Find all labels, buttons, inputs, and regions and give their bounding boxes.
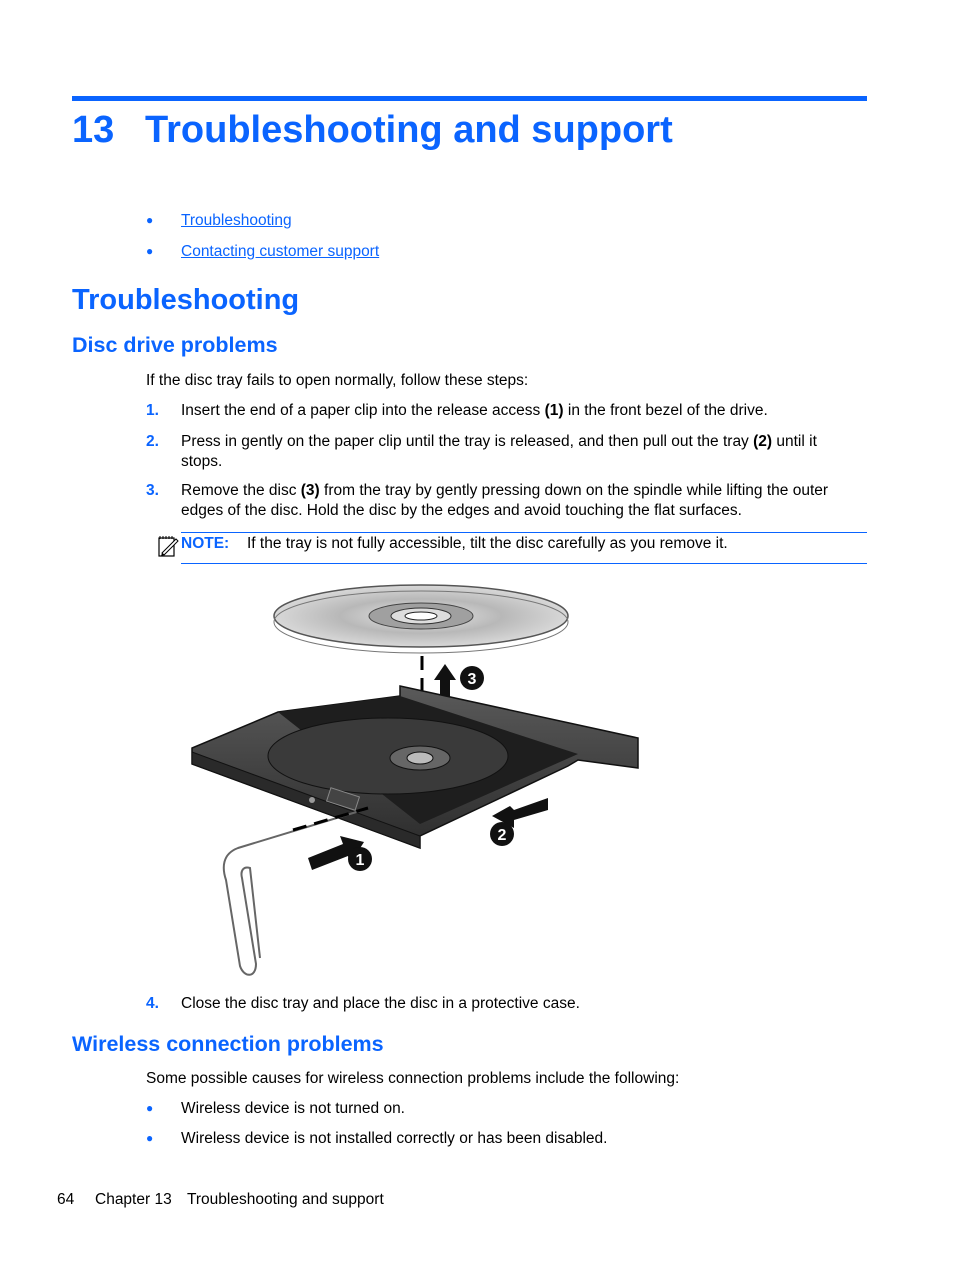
wireless-intro-text: Some possible causes for wireless connection problems include the following: [146, 1070, 680, 1087]
disc-intro-text: If the disc tray fails to open normally, follow these steps: [146, 372, 529, 389]
svg-text:3: 3 [467, 671, 477, 688]
chapter-rule [72, 96, 867, 101]
step-item [146, 432, 856, 472]
page-footer [57, 1191, 384, 1209]
footer-title: Troubleshooting and support [187, 1191, 384, 1208]
disc-tray-graphic [192, 686, 638, 848]
section-heading-troubleshooting: Troubleshooting [72, 284, 300, 316]
push-arrow-icon [308, 836, 372, 871]
pull-arrow-icon [490, 798, 548, 846]
note-label: NOTE: [181, 535, 230, 552]
bullet-icon: ● [146, 1131, 154, 1145]
step-item [146, 481, 856, 521]
bullet-icon: ● [146, 213, 154, 227]
paper-clip-graphic [224, 808, 368, 975]
toc-link-customer-support[interactable]: Contacting customer support [181, 243, 380, 260]
step-number: 2. [146, 433, 159, 450]
step-text: Press in gently on the paper clip until the tray is released, and then pull out the tray (2) until it stops. [181, 433, 817, 470]
toc-link-troubleshooting[interactable]: Troubleshooting [181, 212, 292, 229]
step-text: Remove the disc (3) from the tray by gently pressing down on the spindle while lifting the outer edges of the disc. Hold the disc by the edges and avoid touching the flat surfaces. [181, 482, 829, 519]
step-number: 4. [146, 995, 159, 1012]
subsection-heading-disc-drive: Disc drive problems [72, 333, 278, 357]
note-text: If the tray is not fully accessible, tilt the disc carefully as you remove it. [247, 535, 728, 552]
step-text: Close the disc tray and place the disc in a protective case. [181, 995, 580, 1012]
note-box [181, 532, 867, 564]
step-item [146, 994, 856, 1014]
note-icon [156, 534, 180, 558]
toc-item [146, 243, 379, 261]
list-item-text: Wireless device is not installed correctly or has been disabled. [181, 1130, 608, 1147]
list-item [146, 1130, 607, 1148]
chapter-title [72, 104, 673, 156]
subsection-heading-wireless: Wireless connection problems [72, 1032, 384, 1056]
chapter-title-text: Troubleshooting and support [145, 109, 673, 151]
bullet-icon: ● [146, 244, 154, 258]
svg-text:2: 2 [497, 827, 507, 844]
svg-text:1: 1 [355, 852, 365, 869]
page-number: 64 [57, 1191, 75, 1208]
toc-item [146, 212, 292, 230]
bullet-icon: ● [146, 1101, 154, 1115]
chapter-number: 13 [72, 109, 115, 151]
list-item-text: Wireless device is not turned on. [181, 1100, 405, 1117]
disc-graphic [274, 585, 568, 653]
footer-chapter: Chapter 13 [95, 1191, 172, 1208]
list-item [146, 1100, 405, 1118]
step-number: 1. [146, 402, 159, 419]
step-number: 3. [146, 482, 159, 499]
step-item [146, 401, 856, 421]
step-text: Insert the end of a paper clip into the release access (1) in the front bezel of the drive. [181, 402, 768, 419]
disc-drive-illustration [188, 578, 658, 978]
